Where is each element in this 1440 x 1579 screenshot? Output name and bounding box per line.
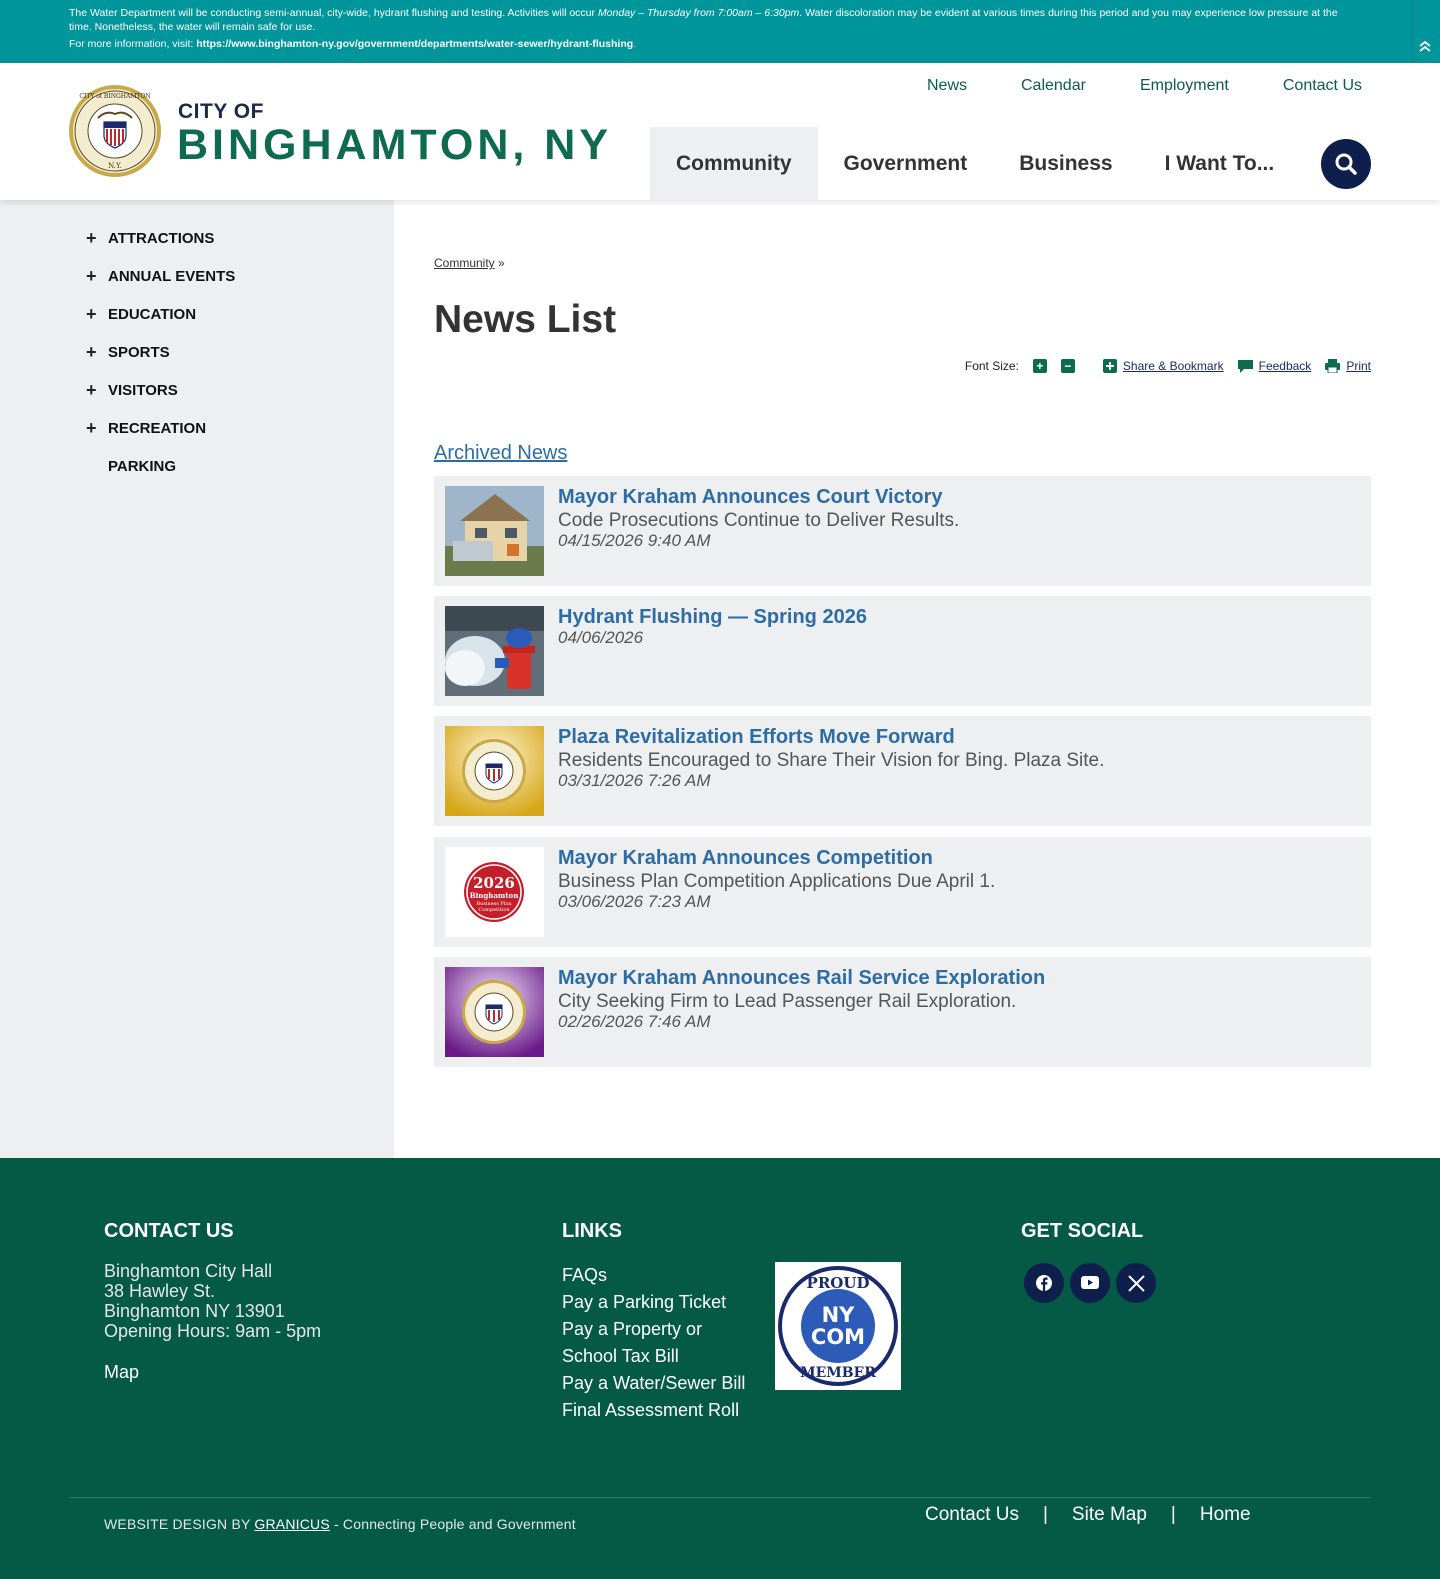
news-date: 03/31/2026 7:26 AM: [558, 771, 711, 790]
util-nav-news[interactable]: News: [926, 77, 967, 94]
granicus-link[interactable]: GRANICUS: [254, 1516, 330, 1532]
share-icon: [1103, 359, 1117, 373]
footer-divider: [69, 1497, 1371, 1498]
footer-contact-heading: CONTACT US: [104, 1220, 234, 1242]
footer-links-list: [562, 1262, 762, 1424]
news-item[interactable]: [434, 596, 1371, 706]
logo-city-of[interactable]: CITY OF: [178, 100, 264, 123]
sidebar-item-attractions[interactable]: + ATTRACTIONS: [86, 228, 215, 248]
main-nav: [650, 127, 1300, 200]
footer-link-water-sewer[interactable]: Pay a Water/Sewer Bill: [562, 1373, 746, 1393]
sidebar: [0, 200, 394, 1158]
feedback-icon: [1238, 360, 1253, 373]
news-thumbnail-seal-purple[interactable]: [445, 967, 544, 1057]
x-icon[interactable]: [1116, 1263, 1156, 1303]
news-title[interactable]: Hydrant Flushing — Spring 2026: [558, 606, 867, 628]
footer-sitemap-link[interactable]: Site Map: [1071, 1504, 1147, 1525]
badge-line1: Business Plan: [476, 901, 512, 907]
utility-nav: [927, 77, 1362, 95]
news-item[interactable]: [434, 716, 1371, 826]
footer-contact-link[interactable]: Contact Us: [925, 1504, 1019, 1525]
footer-map-link[interactable]: Map: [104, 1362, 140, 1382]
news-item[interactable]: [434, 476, 1371, 586]
breadcrumb-community[interactable]: Community: [434, 256, 495, 270]
logo-city-name[interactable]: BINGHAMTON, NY: [177, 121, 613, 169]
util-nav-contact[interactable]: Contact Us: [1282, 77, 1362, 94]
alert-link[interactable]: https://www.binghamton-ny.gov/government/departments/water-sewer/hydrant-flushing: [196, 38, 634, 50]
svg-text:N.Y.: N.Y.: [108, 162, 122, 170]
alert-more-info: For more information, visit: https://www.binghamton-ny.gov/government/departments/water-sewer/hydrant-flushing.: [69, 38, 637, 50]
news-item[interactable]: [434, 837, 1371, 947]
news-date: 03/06/2026 7:23 AM: [558, 892, 711, 911]
badge-proud: PROUD: [806, 1274, 870, 1292]
main-nav-community[interactable]: Community: [650, 127, 818, 200]
badge-ny: NY: [821, 1303, 855, 1327]
footer-social-heading: GET SOCIAL: [1021, 1220, 1144, 1242]
news-title[interactable]: Mayor Kraham Announces Rail Service Exploration: [558, 967, 1046, 989]
badge-com: COM: [810, 1325, 866, 1349]
footer-separator: |: [1170, 1504, 1176, 1525]
badge-line2: Competition: [478, 907, 510, 913]
alert-text: The Water Department will be conducting semi-annual, city-wide, hydrant flushing and testing. Activities will occur Monday – Thursday from 7:00am – 6:30pm. Water discoloration may be evident at various times during this period and you may experience low pressure at the time. Nonetheless, the water will remain safe for use.: [69, 7, 1338, 33]
expand-plus-icon[interactable]: +: [86, 228, 97, 248]
youtube-icon[interactable]: [1070, 1263, 1110, 1303]
footer-link-faqs[interactable]: FAQs: [562, 1265, 608, 1285]
archived-news-link[interactable]: Archived News: [434, 442, 568, 464]
news-date: 04/15/2026 9:40 AM: [558, 531, 711, 550]
news-date: 04/06/2026: [558, 628, 644, 647]
expand-plus-icon[interactable]: +: [86, 418, 97, 438]
news-subtitle: Residents Encouraged to Share Their Vision for Bing. Plaza Site.: [558, 750, 1105, 771]
footer-separator: |: [1042, 1504, 1048, 1525]
site-footer: [0, 1158, 1440, 1579]
social-links: [1024, 1263, 1156, 1303]
expand-plus-icon[interactable]: +: [86, 380, 97, 400]
feedback-link[interactable]: Feedback: [1238, 359, 1312, 373]
footer-link-assessment-roll[interactable]: Final Assessment Roll: [562, 1400, 740, 1420]
util-nav-calendar[interactable]: Calendar: [1021, 77, 1086, 94]
sidebar-item-sports[interactable]: + SPORTS: [86, 342, 170, 362]
svg-text:CITY of BINGHAMTON: CITY of BINGHAMTON: [79, 93, 151, 100]
sidebar-item-visitors[interactable]: + VISITORS: [86, 380, 178, 400]
city-seal-logo[interactable]: [68, 84, 162, 178]
font-size-label: Font Size:: [964, 359, 1019, 373]
news-thumbnail-competition[interactable]: [445, 847, 544, 937]
news-date: 02/26/2026 7:46 AM: [558, 1012, 711, 1031]
facebook-icon[interactable]: [1024, 1263, 1064, 1303]
news-item[interactable]: [434, 957, 1371, 1067]
news-thumbnail-seal-gold[interactable]: [445, 726, 544, 816]
util-nav-employment[interactable]: Employment: [1139, 77, 1229, 94]
news-subtitle: City Seeking Firm to Lead Passenger Rail Exploration.: [558, 991, 1017, 1012]
footer-home-link[interactable]: Home: [1199, 1504, 1251, 1525]
print-link[interactable]: Print: [1325, 359, 1371, 373]
badge-year: 2026: [473, 874, 515, 892]
news-thumbnail-house[interactable]: [445, 486, 544, 576]
print-icon: [1325, 359, 1340, 373]
footer-links-heading: LINKS: [562, 1220, 622, 1242]
main-nav-government[interactable]: Government: [843, 151, 968, 175]
font-decrease-icon[interactable]: −: [1061, 359, 1075, 373]
alert-banner: [0, 0, 1440, 63]
footer-address: Binghamton City Hall 38 Hawley St. Binghamton NY 13901 Opening Hours: 9am - 5pm: [104, 1261, 322, 1341]
news-title[interactable]: Mayor Kraham Announces Competition: [558, 847, 933, 869]
footer-link-parking-ticket[interactable]: Pay a Parking Ticket: [562, 1292, 727, 1312]
sidebar-item-annual-events[interactable]: + ANNUAL EVENTS: [86, 266, 236, 286]
breadcrumb: Community »: [434, 256, 505, 270]
footer-bottom-nav: [925, 1504, 1251, 1526]
site-header: [0, 63, 1440, 200]
page-tools: [965, 359, 1371, 373]
alert-divider: [1412, 0, 1413, 63]
news-title[interactable]: Plaza Revitalization Efforts Move Forward: [558, 726, 955, 748]
badge-member: MEMBER: [800, 1365, 876, 1381]
font-increase-icon[interactable]: +: [1033, 359, 1047, 373]
sidebar-item-recreation[interactable]: + RECREATION: [86, 418, 207, 438]
news-subtitle: Code Prosecutions Continue to Deliver Results.: [558, 510, 960, 531]
search-button[interactable]: [1321, 139, 1371, 189]
collapse-alert-icon[interactable]: [1418, 38, 1432, 54]
footer-credit: WEBSITE DESIGN BY GRANICUS - Connecting People and Government: [104, 1516, 576, 1532]
badge-city: Binghamton: [469, 891, 519, 900]
sidebar-item-education[interactable]: + EDUCATION: [86, 304, 197, 324]
expand-plus-icon[interactable]: +: [86, 304, 97, 324]
nycom-member-badge[interactable]: [775, 1262, 901, 1390]
main-nav-business[interactable]: Business: [1019, 151, 1113, 175]
expand-plus-icon[interactable]: +: [86, 342, 97, 362]
news-title[interactable]: Mayor Kraham Announces Court Victory: [558, 486, 943, 508]
news-subtitle: Business Plan Competition Applications Due April 1.: [558, 871, 996, 892]
main-nav-i-want-to[interactable]: I Want To...: [1164, 151, 1275, 175]
sidebar-item-parking[interactable]: PARKING: [108, 457, 177, 475]
share-bookmark-link[interactable]: Share & Bookmark: [1103, 359, 1224, 373]
footer-link-property-tax[interactable]: Pay a Property or School Tax Bill: [562, 1319, 703, 1366]
expand-plus-icon[interactable]: +: [86, 266, 97, 286]
page-title: News List: [434, 298, 617, 341]
news-thumbnail-hydrant[interactable]: [445, 606, 544, 696]
search-icon: [1334, 152, 1358, 176]
